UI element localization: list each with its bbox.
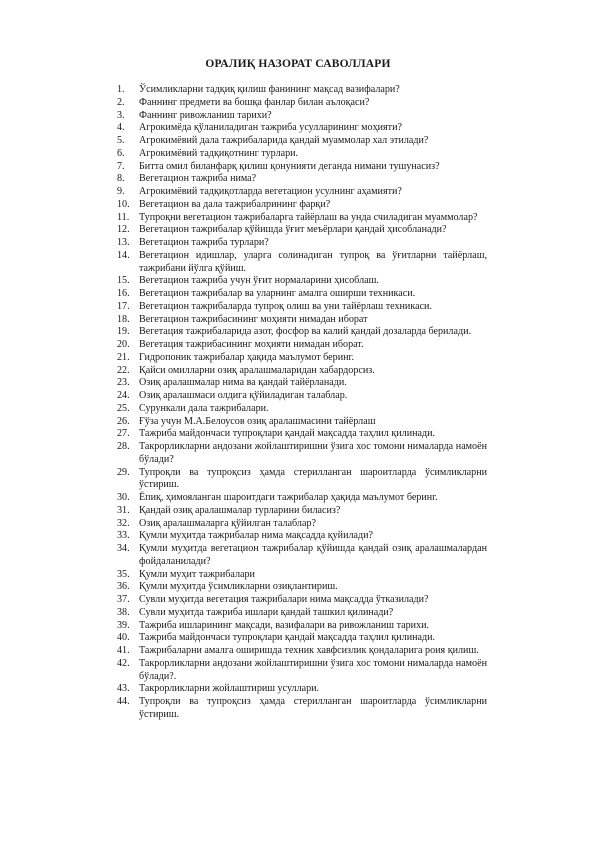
question-text: Агрокимёвий тадқиқотнинг турлари. xyxy=(139,147,299,159)
question-text: Вегетацион тажрибалар ва уларнинг амалга оширши техникаси. xyxy=(139,288,416,299)
question-item xyxy=(117,632,487,645)
question-text: Тажрибаларни амалга оширишда техник хавфсизлик қондаларига роия қилиш. xyxy=(139,645,479,656)
question-number: 1. xyxy=(117,84,125,95)
question-item xyxy=(117,581,487,594)
question-number: 8. xyxy=(117,173,125,185)
question-item xyxy=(117,620,487,633)
question-number: 22. xyxy=(117,364,130,376)
question-number: 27. xyxy=(117,428,130,440)
question-text: Сувли муҳитда тажриба ишлари қандай ташкил қилинади? xyxy=(139,606,394,618)
question-number: 11. xyxy=(117,211,130,223)
question-item xyxy=(117,377,487,390)
question-item xyxy=(117,84,487,97)
question-text: Такрорликларни андозани жойлаштиришни ўзига хос томони нималарда намоён бўлади? xyxy=(139,441,487,465)
question-item xyxy=(117,250,487,276)
question-number: 36. xyxy=(117,581,130,593)
question-text: Гидропоник тажрибалар ҳақида маълумот беринг. xyxy=(139,351,355,363)
question-number: 39. xyxy=(117,619,130,631)
question-number: 20. xyxy=(117,339,130,350)
question-number: 33. xyxy=(117,530,130,542)
question-number: 35. xyxy=(117,568,130,580)
question-number: 12. xyxy=(117,224,130,236)
question-number: 24. xyxy=(117,390,130,401)
question-number: 32. xyxy=(117,517,130,529)
question-item xyxy=(117,416,487,429)
question-text: Битта омил биланфарқ қилиш қонунияти деганда нимани тушунасиз? xyxy=(139,160,440,172)
question-item xyxy=(117,186,487,199)
question-item xyxy=(117,403,487,416)
question-number: 34. xyxy=(117,543,130,554)
question-number: 30. xyxy=(117,492,130,503)
question-item xyxy=(117,173,487,186)
question-number: 40. xyxy=(117,632,130,644)
question-text: Тупроқни вегетацион тажрибаларга тайёрлаш ва унда счиладиган муаммолар? xyxy=(139,211,478,223)
question-item xyxy=(117,326,487,339)
question-list xyxy=(117,84,487,722)
question-item xyxy=(117,122,487,135)
question-text: Вегетация тажрибаларида азот, фосфор ва калий қандай дозаларда берилади. xyxy=(139,326,472,338)
question-item xyxy=(117,148,487,161)
question-text: Вегетацион тажрибаларда тупроқ олиш ва уни тайёрлаш техникаси. xyxy=(139,300,432,312)
question-item xyxy=(117,135,487,148)
question-item xyxy=(117,530,487,543)
question-text: Қумли муҳит тажрибалари xyxy=(139,568,255,580)
question-text: Вегетацион тажрибасининг моҳияти нимадан иборат xyxy=(139,313,368,325)
question-text: Вегетацион тажриба турлари? xyxy=(139,237,269,248)
question-item xyxy=(117,594,487,607)
question-text: Агрокимёвий тадқиқотларда вегетацион усулнинг аҳамияти? xyxy=(139,186,402,197)
question-number: 4. xyxy=(117,122,125,134)
question-item xyxy=(117,428,487,441)
question-number: 2. xyxy=(117,96,125,108)
question-number: 31. xyxy=(117,504,130,516)
question-number: 15. xyxy=(117,275,130,287)
question-number: 44. xyxy=(117,696,130,707)
question-number: 23. xyxy=(117,377,130,389)
question-number: 14. xyxy=(117,249,130,261)
question-text: Сувли муҳитда вегетация тажрибалари нима мақсадда ўтказилади? xyxy=(139,594,429,605)
question-text: Агрокимёвий дала тажрибаларида қандай муаммолар хал этилади? xyxy=(139,135,429,146)
question-text: Фаннинг предмети ва бошқа фанлар билан аълоқаси? xyxy=(139,96,370,108)
question-number: 43. xyxy=(117,683,130,695)
question-item xyxy=(117,161,487,174)
question-text: Такрорликларни жойлаштириш усуллари. xyxy=(139,683,320,695)
question-item xyxy=(117,365,487,378)
question-text: Вегетация тажрибасининг моҳияти нимадан иборат. xyxy=(139,339,364,350)
question-number: 26. xyxy=(117,415,130,427)
question-number: 37. xyxy=(117,594,130,605)
question-item xyxy=(117,352,487,365)
question-text: Озиқ аралашмаларга қўйилган талаблар? xyxy=(139,517,316,529)
question-text: Ёпиқ, ҳимояланган шароитдаги тажрибалар ҳақида маълумот беринг. xyxy=(139,492,438,503)
question-number: 6. xyxy=(117,147,125,159)
question-text: Қумли муҳитда тажрибалар нима мақсадда қуйилади? xyxy=(139,530,373,542)
question-item xyxy=(117,492,487,505)
question-item xyxy=(117,683,487,696)
question-number: 13. xyxy=(117,237,130,248)
question-text: Вегетацион тажрибалар қўйишда ўғит меъёрлари қандай ҳисобланади? xyxy=(139,224,447,236)
question-item xyxy=(117,339,487,352)
question-item xyxy=(117,301,487,314)
question-number: 25. xyxy=(117,402,130,414)
question-text: Тупроқли ва тупроқсиз ҳамда стерилланган шароитларда ўсимликларни ўстириш. xyxy=(139,696,487,720)
question-item xyxy=(117,237,487,250)
question-item xyxy=(117,607,487,620)
question-item xyxy=(117,390,487,403)
question-text: Сурункали дала тажрибалари. xyxy=(139,402,269,414)
question-text: Қумли муҳитда вегетацион тажрибалар қўйишда қандай озиқ аралашмалардан фойдаланилади? xyxy=(139,543,487,567)
question-number: 9. xyxy=(117,186,125,197)
question-text: Озиқ аралашмаси олдига қўйиладиган талаблар. xyxy=(139,390,348,401)
question-text: Озиқ аралашмалар нима ва қандай тайёрланади. xyxy=(139,377,347,389)
question-number: 10. xyxy=(117,198,130,210)
question-text: Вегетацион идишлар, уларга солинадиган тупроқ ва ўғитларни тайёрлаш, тажрибани йўлга қўйиш. xyxy=(139,249,487,274)
question-text: Вегетацион ва дала тажрибалрининг фарқи? xyxy=(139,198,331,210)
question-number: 21. xyxy=(117,351,130,363)
question-item xyxy=(117,110,487,123)
question-item xyxy=(117,658,487,684)
question-item xyxy=(117,518,487,531)
question-item xyxy=(117,275,487,288)
question-item xyxy=(117,212,487,225)
question-text: Тажриба майдончаси тупроқлари қандай мақсадда таҳлил қилинади. xyxy=(139,632,436,644)
question-text: Тупроқли ва тупроқсиз ҳамда стерилланган шароитларда ўсимликларни ўстириш. xyxy=(139,466,487,491)
question-text: Агрокимёда қўланиладиган тажриба усулларининг моҳияти? xyxy=(139,122,402,134)
question-item xyxy=(117,467,487,493)
question-item xyxy=(117,645,487,658)
question-number: 29. xyxy=(117,466,130,478)
question-item xyxy=(117,288,487,301)
question-number: 3. xyxy=(117,109,125,121)
question-text: Қандай озиқ аралашмалар турларини биласиз? xyxy=(139,504,341,516)
question-item xyxy=(117,224,487,237)
question-item xyxy=(117,97,487,110)
question-text: Ўсимликларни тадқиқ қилиш фанининг мақсад вазифалари? xyxy=(139,84,400,95)
question-number: 38. xyxy=(117,606,130,618)
question-text: Қумли муҳитда ўсимликларни озиқлантириш. xyxy=(139,581,338,593)
question-text: Тажриба майдончаси тупроқлари қандай мақсадда таҳлил қилинади. xyxy=(139,428,436,440)
question-number: 16. xyxy=(117,288,130,299)
question-item xyxy=(117,314,487,327)
question-item xyxy=(117,569,487,582)
question-text: Фаннинг ривожланиш тарихи? xyxy=(139,109,272,121)
question-item xyxy=(117,505,487,518)
question-item xyxy=(117,543,487,569)
question-number: 18. xyxy=(117,313,130,325)
question-text: Такрорликларни андозани жойлаштиришни ўзига хос томони нималарда намоён бўлади?. xyxy=(139,657,487,682)
question-number: 5. xyxy=(117,135,125,146)
question-item xyxy=(117,696,487,722)
question-item xyxy=(117,441,487,467)
question-number: 28. xyxy=(117,441,130,452)
page-title: ОРАЛИҚ НАЗОРАТ САВОЛЛАРИ xyxy=(205,58,391,70)
question-number: 19. xyxy=(117,326,130,338)
question-text: Вегетацион тажриба учун ўғит нормаларини ҳисоблаш. xyxy=(139,275,379,287)
question-number: 41. xyxy=(117,645,130,656)
question-text: Вегетацион тажриба нима? xyxy=(139,173,257,185)
question-text: Тажриба ишларининг мақсади, вазифалари ва ривожланиш тарихи. xyxy=(139,619,430,631)
question-number: 42. xyxy=(117,657,130,669)
question-item xyxy=(117,199,487,212)
question-number: 17. xyxy=(117,300,130,312)
question-text: Қайси омилларни озиқ аралашмаларидан хабардорсиз. xyxy=(139,364,375,376)
question-text: Ғўза учун М.А.Белоусов озиқ аралашмасини тайёрлаш xyxy=(139,415,376,427)
question-number: 7. xyxy=(117,160,125,172)
